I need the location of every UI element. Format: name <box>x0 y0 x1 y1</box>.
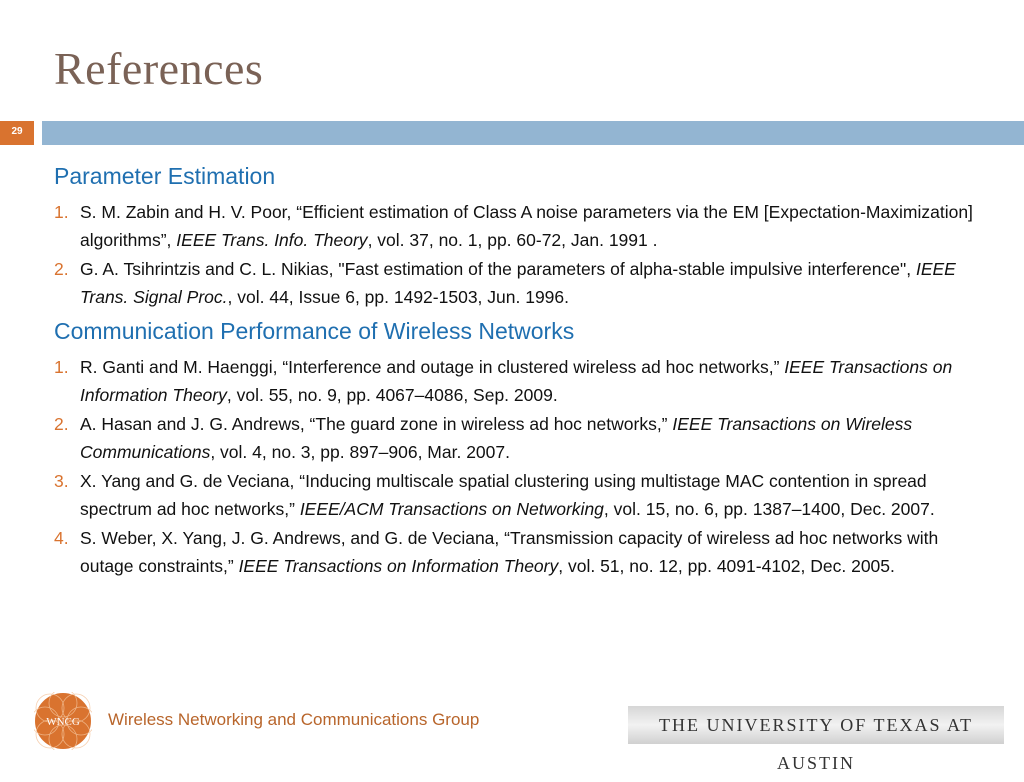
reference-details: , vol. 55, no. 9, pp. 4067–4086, Sep. 2009. <box>226 385 558 405</box>
reference-details: , vol. 51, no. 12, pp. 4091-4102, Dec. 2005. <box>558 556 895 576</box>
wncg-logo-icon <box>34 692 92 750</box>
reference-journal: IEEE Transactions on Information Theory <box>238 556 559 576</box>
reference-number: 1. <box>54 357 69 377</box>
reference-text: R. Ganti and M. Haenggi, “Interference and outage in clustered wireless ad hoc networks,” <box>80 357 785 377</box>
section-heading: Parameter Estimation <box>54 163 276 189</box>
reference-details: , vol. 44, Issue 6, pp. 1492-1503, Jun. 1996. <box>227 287 570 307</box>
university-banner: THE UNIVERSITY OF TEXAS AT AUSTIN <box>628 706 1004 744</box>
reference-item <box>54 353 994 409</box>
reference-details: , vol. 4, no. 3, pp. 897–906, Mar. 2007. <box>210 442 510 462</box>
reference-list <box>54 198 994 311</box>
reference-text: A. Hasan and J. G. Andrews, “The guard zone in wireless ad hoc networks,” <box>80 414 673 434</box>
reference-number: 4. <box>54 528 69 548</box>
reference-number: 2. <box>54 414 69 434</box>
reference-item <box>54 467 994 523</box>
slide-title: References <box>54 43 264 94</box>
section-parameter-estimation <box>54 160 994 311</box>
reference-journal: IEEE/ACM Transactions on Networking <box>299 499 604 519</box>
reference-item <box>54 198 994 254</box>
title-divider-bar <box>42 121 1024 145</box>
reference-item <box>54 524 994 580</box>
reference-text: G. A. Tsihrintzis and C. L. Nikias, "Fast estimation of the parameters of alpha-stable impulsive interference", <box>80 259 916 279</box>
reference-journal: IEEE Transactions on Information Theory <box>80 357 953 405</box>
reference-number: 1. <box>54 202 69 222</box>
reference-details: , vol. 15, no. 6, pp. 1387–1400, Dec. 2007. <box>603 499 935 519</box>
section-heading: Communication Performance of Wireless Networks <box>54 318 575 344</box>
group-name: Wireless Networking and Communications Group <box>108 710 480 729</box>
reference-item <box>54 255 994 311</box>
reference-number: 3. <box>54 471 69 491</box>
reference-text: S. Weber, X. Yang, J. G. Andrews, and G. de Veciana, “Transmission capacity of wireless ad hoc networks with outage constraints,” <box>80 528 939 576</box>
slide-number-badge: 29 <box>0 121 34 145</box>
reference-journal: IEEE Trans. Info. Theory <box>176 230 368 250</box>
reference-journal: IEEE Transactions on Wireless Communications <box>80 414 913 462</box>
reference-number: 2. <box>54 259 69 279</box>
reference-text: X. Yang and G. de Veciana, “Inducing multiscale spatial clustering using multistage MAC contention in spread spectrum ad hoc networks,” <box>80 471 927 519</box>
reference-journal: IEEE Trans. Signal Proc. <box>80 259 956 307</box>
reference-details: , vol. 37, no. 1, pp. 60-72, Jan. 1991 . <box>367 230 658 250</box>
section-communication-performance <box>54 315 994 580</box>
reference-text: S. M. Zabin and H. V. Poor, “Efficient estimation of Class A noise parameters via the EM [Expectation-Maximization] algorithms”, <box>80 202 973 250</box>
reference-list <box>54 353 994 580</box>
logo-text: WNCG <box>46 716 80 728</box>
references-content <box>54 160 994 584</box>
reference-item <box>54 410 994 466</box>
